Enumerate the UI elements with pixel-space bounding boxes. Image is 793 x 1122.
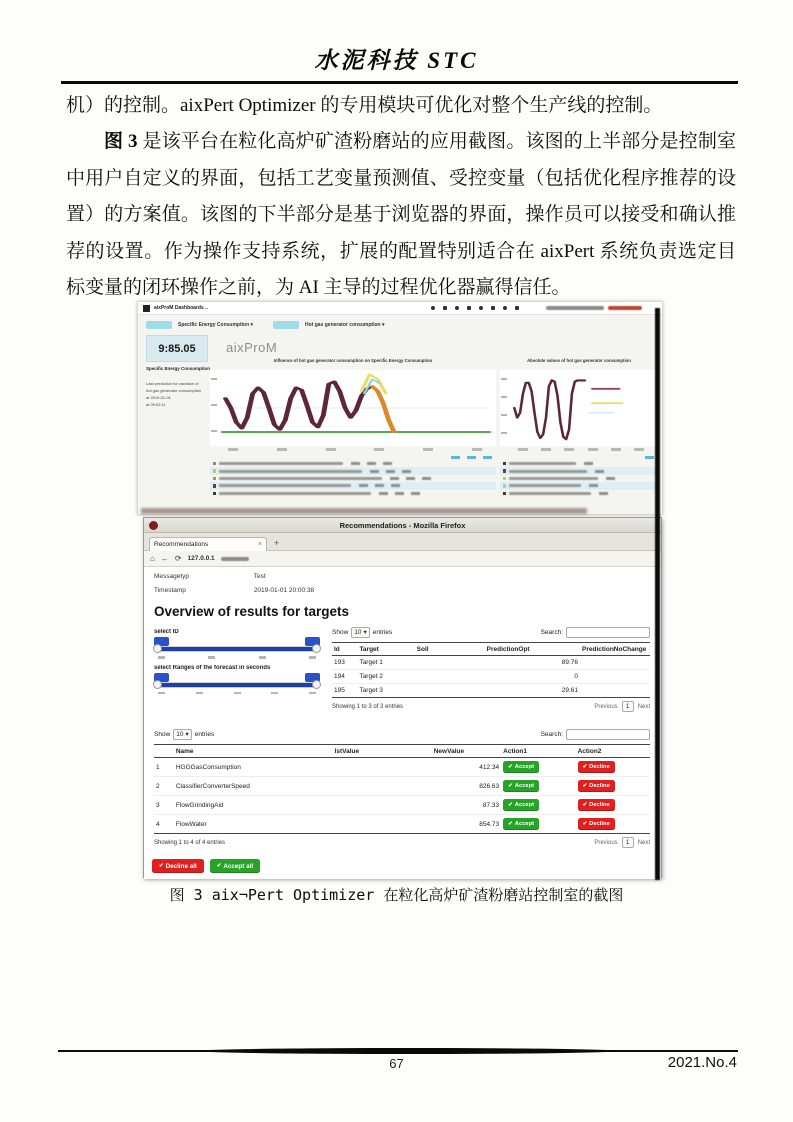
line-chart xyxy=(500,370,658,446)
field-value: 2019-01-01 20:00:38 xyxy=(253,587,315,594)
table-cell xyxy=(415,684,485,698)
scan-smear-artifact xyxy=(141,508,587,514)
legend-marker-icon xyxy=(503,477,506,480)
column-header[interactable]: PredictionOpt xyxy=(485,643,580,656)
search-input[interactable] xyxy=(566,627,650,638)
line-chart xyxy=(210,370,496,446)
toolbar-icon[interactable] xyxy=(467,306,471,310)
table-cell: 412.34 xyxy=(432,758,501,777)
decline-all-button[interactable]: ✔ Decline all xyxy=(152,859,204,873)
legend-row xyxy=(210,460,496,467)
entries-label: entries xyxy=(372,628,393,636)
table-cell xyxy=(333,815,432,834)
chart-legend xyxy=(210,456,496,497)
table-cell xyxy=(415,670,485,684)
accept-button[interactable]: ✔ Accept xyxy=(503,799,539,811)
table-cell xyxy=(333,777,432,796)
chart-series-forecast-optimized xyxy=(372,386,394,432)
legend-row xyxy=(500,460,658,467)
app-title: aixProM Dashboards .. xyxy=(154,305,208,311)
check-icon: ✔ xyxy=(508,764,513,770)
table-cell xyxy=(576,777,650,796)
table-cell: 87.33 xyxy=(432,796,501,815)
actions-table xyxy=(154,744,650,834)
previous-page-button[interactable]: Previous xyxy=(594,703,618,710)
column-header[interactable]: PredictionNoChange xyxy=(580,643,650,656)
dashboard-sidebar xyxy=(146,380,210,408)
table-footer xyxy=(154,837,650,848)
toolbar-icon[interactable] xyxy=(479,306,483,310)
decline-button[interactable]: ✔ Decline xyxy=(578,818,615,830)
legend-marker-icon xyxy=(213,492,216,495)
legend-row xyxy=(500,467,658,474)
table-footer xyxy=(332,701,650,712)
page-number: 67 xyxy=(389,1056,404,1071)
accept-button[interactable]: ✔ Accept xyxy=(503,761,539,773)
field-value: Test xyxy=(253,573,266,580)
dashboard-navbar xyxy=(138,302,662,315)
slider-fill xyxy=(160,683,314,687)
header-link-text[interactable] xyxy=(608,306,642,310)
toolbar-icon[interactable] xyxy=(443,306,447,310)
current-page-button[interactable]: 1 xyxy=(622,837,634,848)
next-page-button[interactable]: Next xyxy=(637,703,650,710)
chart-canvas xyxy=(220,372,492,444)
table-controls xyxy=(154,727,650,741)
kpi-box xyxy=(146,335,208,362)
check-icon: ✔ xyxy=(582,821,588,827)
kpi-value: 9:85.05 xyxy=(158,342,196,355)
table-cell xyxy=(576,796,650,815)
new-tab-icon[interactable]: + xyxy=(274,538,280,548)
caret-down-icon: ▾ xyxy=(185,731,189,738)
forecast-range-slider[interactable] xyxy=(154,673,320,689)
window-title: Recommendations - Mozilla Firefox xyxy=(339,521,466,530)
table-cell: 4 xyxy=(154,815,174,834)
chart-title: Absolute values of hot gas generator consumption xyxy=(527,358,631,363)
check-icon: ✔ xyxy=(159,863,164,869)
table-summary: Showing 1 to 3 of 3 entries xyxy=(332,703,404,710)
table-cell xyxy=(576,815,650,834)
table-cell: Target 2 xyxy=(357,670,414,684)
show-label: Show xyxy=(154,730,171,738)
figure-reference: 图 3 xyxy=(104,131,138,153)
decline-button[interactable]: ✔ Decline xyxy=(578,799,615,811)
slider-handle-right[interactable] xyxy=(312,644,321,653)
column-header[interactable]: Target xyxy=(357,643,414,656)
column-header[interactable]: Name xyxy=(174,745,333,758)
browser-screenshot xyxy=(143,517,662,878)
dashboard-screenshot xyxy=(137,301,663,515)
column-header[interactable]: Soll xyxy=(415,643,485,656)
table-cell xyxy=(576,758,650,777)
toolbar-icon[interactable] xyxy=(455,306,459,310)
slider-label: select Ranges of the forecast in seconds xyxy=(154,664,271,671)
table-cell xyxy=(580,670,650,684)
chart-title: Influence of hot gas generator consumption on Specific Energy Consumption xyxy=(273,358,433,363)
table-summary: Showing 1 to 4 of 4 entries xyxy=(154,839,226,846)
id-range-slider[interactable] xyxy=(154,637,320,653)
table-cell: 0 xyxy=(485,670,580,684)
table-cell: 89.76 xyxy=(485,656,580,670)
legend-row xyxy=(210,482,496,489)
chart-panel-absolute xyxy=(500,358,658,497)
firefox-menu-icon[interactable] xyxy=(149,521,158,530)
section-title: Overview of results for targets xyxy=(154,604,350,619)
accept-button[interactable]: ✔ Accept xyxy=(503,818,539,830)
table-cell xyxy=(501,815,575,834)
slider-handle-left[interactable] xyxy=(153,644,162,653)
accept-all-button[interactable]: ✔ Accept all xyxy=(210,859,260,873)
entries-label: entries xyxy=(194,730,215,738)
table-row xyxy=(154,815,650,834)
check-icon: ✔ xyxy=(582,783,588,789)
home-icon[interactable]: ⌂ xyxy=(150,554,155,563)
window-titlebar xyxy=(144,518,661,533)
targets-table-zone xyxy=(332,625,650,712)
slider-fill xyxy=(160,647,314,651)
field-label: Timestamp xyxy=(154,587,186,594)
table-cell: ClassifierConverterSpeed xyxy=(174,777,333,796)
table-cell: 1 xyxy=(154,758,174,777)
check-icon: ✔ xyxy=(582,802,588,808)
check-icon: ✔ xyxy=(582,764,588,770)
column-header[interactable]: NewValue xyxy=(432,745,501,758)
check-icon: ✔ xyxy=(508,821,513,827)
legend-marker-icon xyxy=(503,462,506,465)
legend-row xyxy=(500,490,658,497)
dashboard-sidebar-line: at 09:02:11 xyxy=(146,402,166,407)
decline-button[interactable]: ✔ Decline xyxy=(578,761,615,773)
legend-marker-icon xyxy=(213,469,216,472)
legend-label-blur xyxy=(509,477,597,480)
legend-label-blur xyxy=(509,462,576,465)
pagination xyxy=(594,701,650,712)
table-cell xyxy=(415,656,485,670)
table-controls xyxy=(332,625,650,639)
browser-tabbar xyxy=(144,533,661,551)
legend-marker-icon xyxy=(503,484,506,487)
issue-number: 2021.No.4 xyxy=(667,1054,737,1071)
pagination xyxy=(594,837,650,848)
search-label: Search: xyxy=(540,628,563,636)
page-content xyxy=(144,567,661,879)
refresh-icon[interactable]: ⟳ xyxy=(174,554,182,563)
table-cell: Target 3 xyxy=(357,684,414,698)
legend-row xyxy=(500,482,658,489)
chart-canvas xyxy=(510,372,654,444)
slider-handle-left[interactable] xyxy=(153,680,162,689)
url-field[interactable]: 127.0.0.1 xyxy=(187,555,215,562)
current-page-button[interactable]: 1 xyxy=(622,701,634,712)
search-input[interactable] xyxy=(566,729,650,740)
field-row xyxy=(154,573,266,580)
column-header[interactable]: Action2 xyxy=(576,745,650,758)
legend-marker-icon xyxy=(213,484,216,487)
paragraph: 机）的控制。aixPert Optimizer 的专用模块可优化对整个生产线的控制。 xyxy=(66,95,663,116)
toolbar-icon[interactable] xyxy=(491,306,495,310)
toolbar-icon[interactable] xyxy=(503,306,507,310)
table-row xyxy=(154,777,650,796)
legend-label-blur xyxy=(219,477,381,480)
check-icon: ✔ xyxy=(508,802,513,808)
check-icon: ✔ xyxy=(216,863,222,869)
table-cell: 194 xyxy=(332,670,357,684)
accept-button[interactable]: ✔ Accept xyxy=(503,780,539,792)
field-row xyxy=(154,587,314,594)
legend-label-blur xyxy=(219,462,342,465)
slider-handle-right[interactable] xyxy=(312,680,321,689)
table-cell: Target 1 xyxy=(357,656,414,670)
decline-button[interactable]: ✔ Decline xyxy=(578,780,615,792)
table-cell xyxy=(501,777,575,796)
slider-track[interactable] xyxy=(157,682,317,688)
dashboard-sidebar-line: hot gas generator consumption xyxy=(146,388,202,393)
legend-row xyxy=(210,475,496,482)
table-row xyxy=(332,670,650,684)
slider-tick-labels xyxy=(154,692,320,695)
previous-page-button[interactable]: Previous xyxy=(594,839,618,846)
filter-chip[interactable] xyxy=(273,321,299,329)
table-row xyxy=(154,758,650,777)
chart-series-specific-energy-actual xyxy=(225,382,372,430)
table-cell: 3 xyxy=(154,796,174,815)
table-cell xyxy=(333,796,432,815)
legend-label-blur xyxy=(509,492,591,495)
browser-tab-recommendations[interactable] xyxy=(149,537,267,551)
legend-label-blur xyxy=(219,484,351,487)
table-cell xyxy=(580,656,650,670)
legend-row xyxy=(210,490,496,497)
table-cell: FlowGrindingAid xyxy=(174,796,333,815)
page-size-select[interactable]: 10 ▾ xyxy=(351,627,370,638)
paragraph: 图 3 是该平台在粒化高炉矿渣粉磨站的应用截图。该图的上半部分是控制室中用户自定义的界面，包括工艺变量预测值、受控变量（包括优化程序推荐的设置）的方案值。该图的下半部分是基于浏览器的界面，操作员可以接受和确认推荐的设置。作为操作支持系统，扩展的配置特别适合在 aixPert 系统负责选定目标变量的闭环操作之前，为 AI 主导的过程优化器赢得信任。 xyxy=(66,131,736,299)
brand-logo: aixProM xyxy=(226,340,278,355)
slider-label: select ID xyxy=(154,629,179,635)
filter-label-sec[interactable]: Specific Energy Consumption ▾ xyxy=(178,322,254,328)
filter-sliders xyxy=(154,629,320,700)
header-user-text xyxy=(546,306,604,310)
dashboard-sidebar-line: at 2019-01-01 xyxy=(146,395,171,400)
next-page-button[interactable]: Next xyxy=(637,839,650,846)
article-body xyxy=(66,88,736,306)
table-row xyxy=(332,656,650,670)
table-cell: 193 xyxy=(332,656,357,670)
check-icon: ✔ xyxy=(508,783,513,789)
dashboard-filter-tabs xyxy=(146,320,385,330)
toolbar-icons[interactable] xyxy=(431,306,519,310)
actions-table-zone xyxy=(154,727,650,848)
show-label: Show xyxy=(332,628,349,636)
kpi-label: Specific Energy Consumption xyxy=(146,366,211,371)
column-header[interactable]: Action1 xyxy=(501,745,575,758)
header-rule xyxy=(61,81,738,84)
table-cell: 2 xyxy=(154,777,174,796)
figure-caption: 图 3 aix¬Pert Optimizer 在粒化高炉矿渣粉磨站控制室的截图 xyxy=(169,886,624,904)
legend-label-blur xyxy=(509,470,587,473)
x-axis-ticks xyxy=(500,446,658,451)
legend-marker-icon xyxy=(503,492,506,495)
search-label: Search: xyxy=(540,730,563,738)
journal-title: 水泥科技 STC xyxy=(314,48,479,73)
chart-legend xyxy=(500,456,658,497)
x-axis-ticks xyxy=(210,446,496,451)
table-cell: HGGGasConsumption xyxy=(174,758,333,777)
table-cell: FlowWater xyxy=(174,815,333,834)
close-tab-icon[interactable]: × xyxy=(257,541,262,548)
table-cell: 195 xyxy=(332,684,357,698)
table-cell: 29.61 xyxy=(485,684,580,698)
scan-spine-artifact xyxy=(655,308,660,880)
column-header[interactable] xyxy=(154,745,174,758)
caret-down-icon: ▾ xyxy=(363,629,367,636)
app-logo-icon xyxy=(143,305,150,312)
legend-label-blur xyxy=(509,484,580,487)
legend-row xyxy=(210,467,496,474)
table-row xyxy=(154,796,650,815)
legend-marker-icon xyxy=(213,462,216,465)
bulk-action-buttons xyxy=(152,859,260,873)
figure-3 xyxy=(0,300,793,884)
field-label: Messagetyp xyxy=(154,573,190,580)
filter-label-hgg[interactable]: Hot gas generator consumption ▾ xyxy=(305,322,385,328)
back-icon[interactable]: ← xyxy=(160,554,169,563)
table-cell: 826.63 xyxy=(432,777,501,796)
targets-table xyxy=(332,642,650,698)
browser-navbar xyxy=(144,551,661,567)
toolbar-icon[interactable] xyxy=(431,306,435,310)
table-cell: 854.73 xyxy=(432,815,501,834)
dashboard-sidebar-line: Last prediction for variation of xyxy=(146,381,199,386)
filter-chip[interactable] xyxy=(146,321,172,329)
tab-title: Recommendations xyxy=(154,541,209,548)
slider-tick-labels xyxy=(154,656,320,659)
slider-track[interactable] xyxy=(157,646,317,652)
table-row xyxy=(332,684,650,698)
table-cell xyxy=(501,758,575,777)
column-header[interactable]: IstValue xyxy=(333,745,432,758)
chart-series-hot-gas-consumption xyxy=(514,380,585,439)
legend-marker-icon xyxy=(213,477,216,480)
column-header[interactable]: Id xyxy=(332,643,357,656)
footer-rule xyxy=(58,1048,738,1054)
page-size-select[interactable]: 10 ▾ xyxy=(173,729,192,740)
table-cell xyxy=(333,758,432,777)
legend-row xyxy=(500,475,658,482)
legend-marker-icon xyxy=(503,469,506,472)
chart-panel-influence xyxy=(210,358,496,497)
table-cell xyxy=(501,796,575,815)
legend-label-blur xyxy=(219,470,362,473)
url-path-blur xyxy=(221,557,249,561)
legend-label-blur xyxy=(219,492,370,495)
toolbar-icon[interactable] xyxy=(515,306,519,310)
table-cell xyxy=(580,684,650,698)
